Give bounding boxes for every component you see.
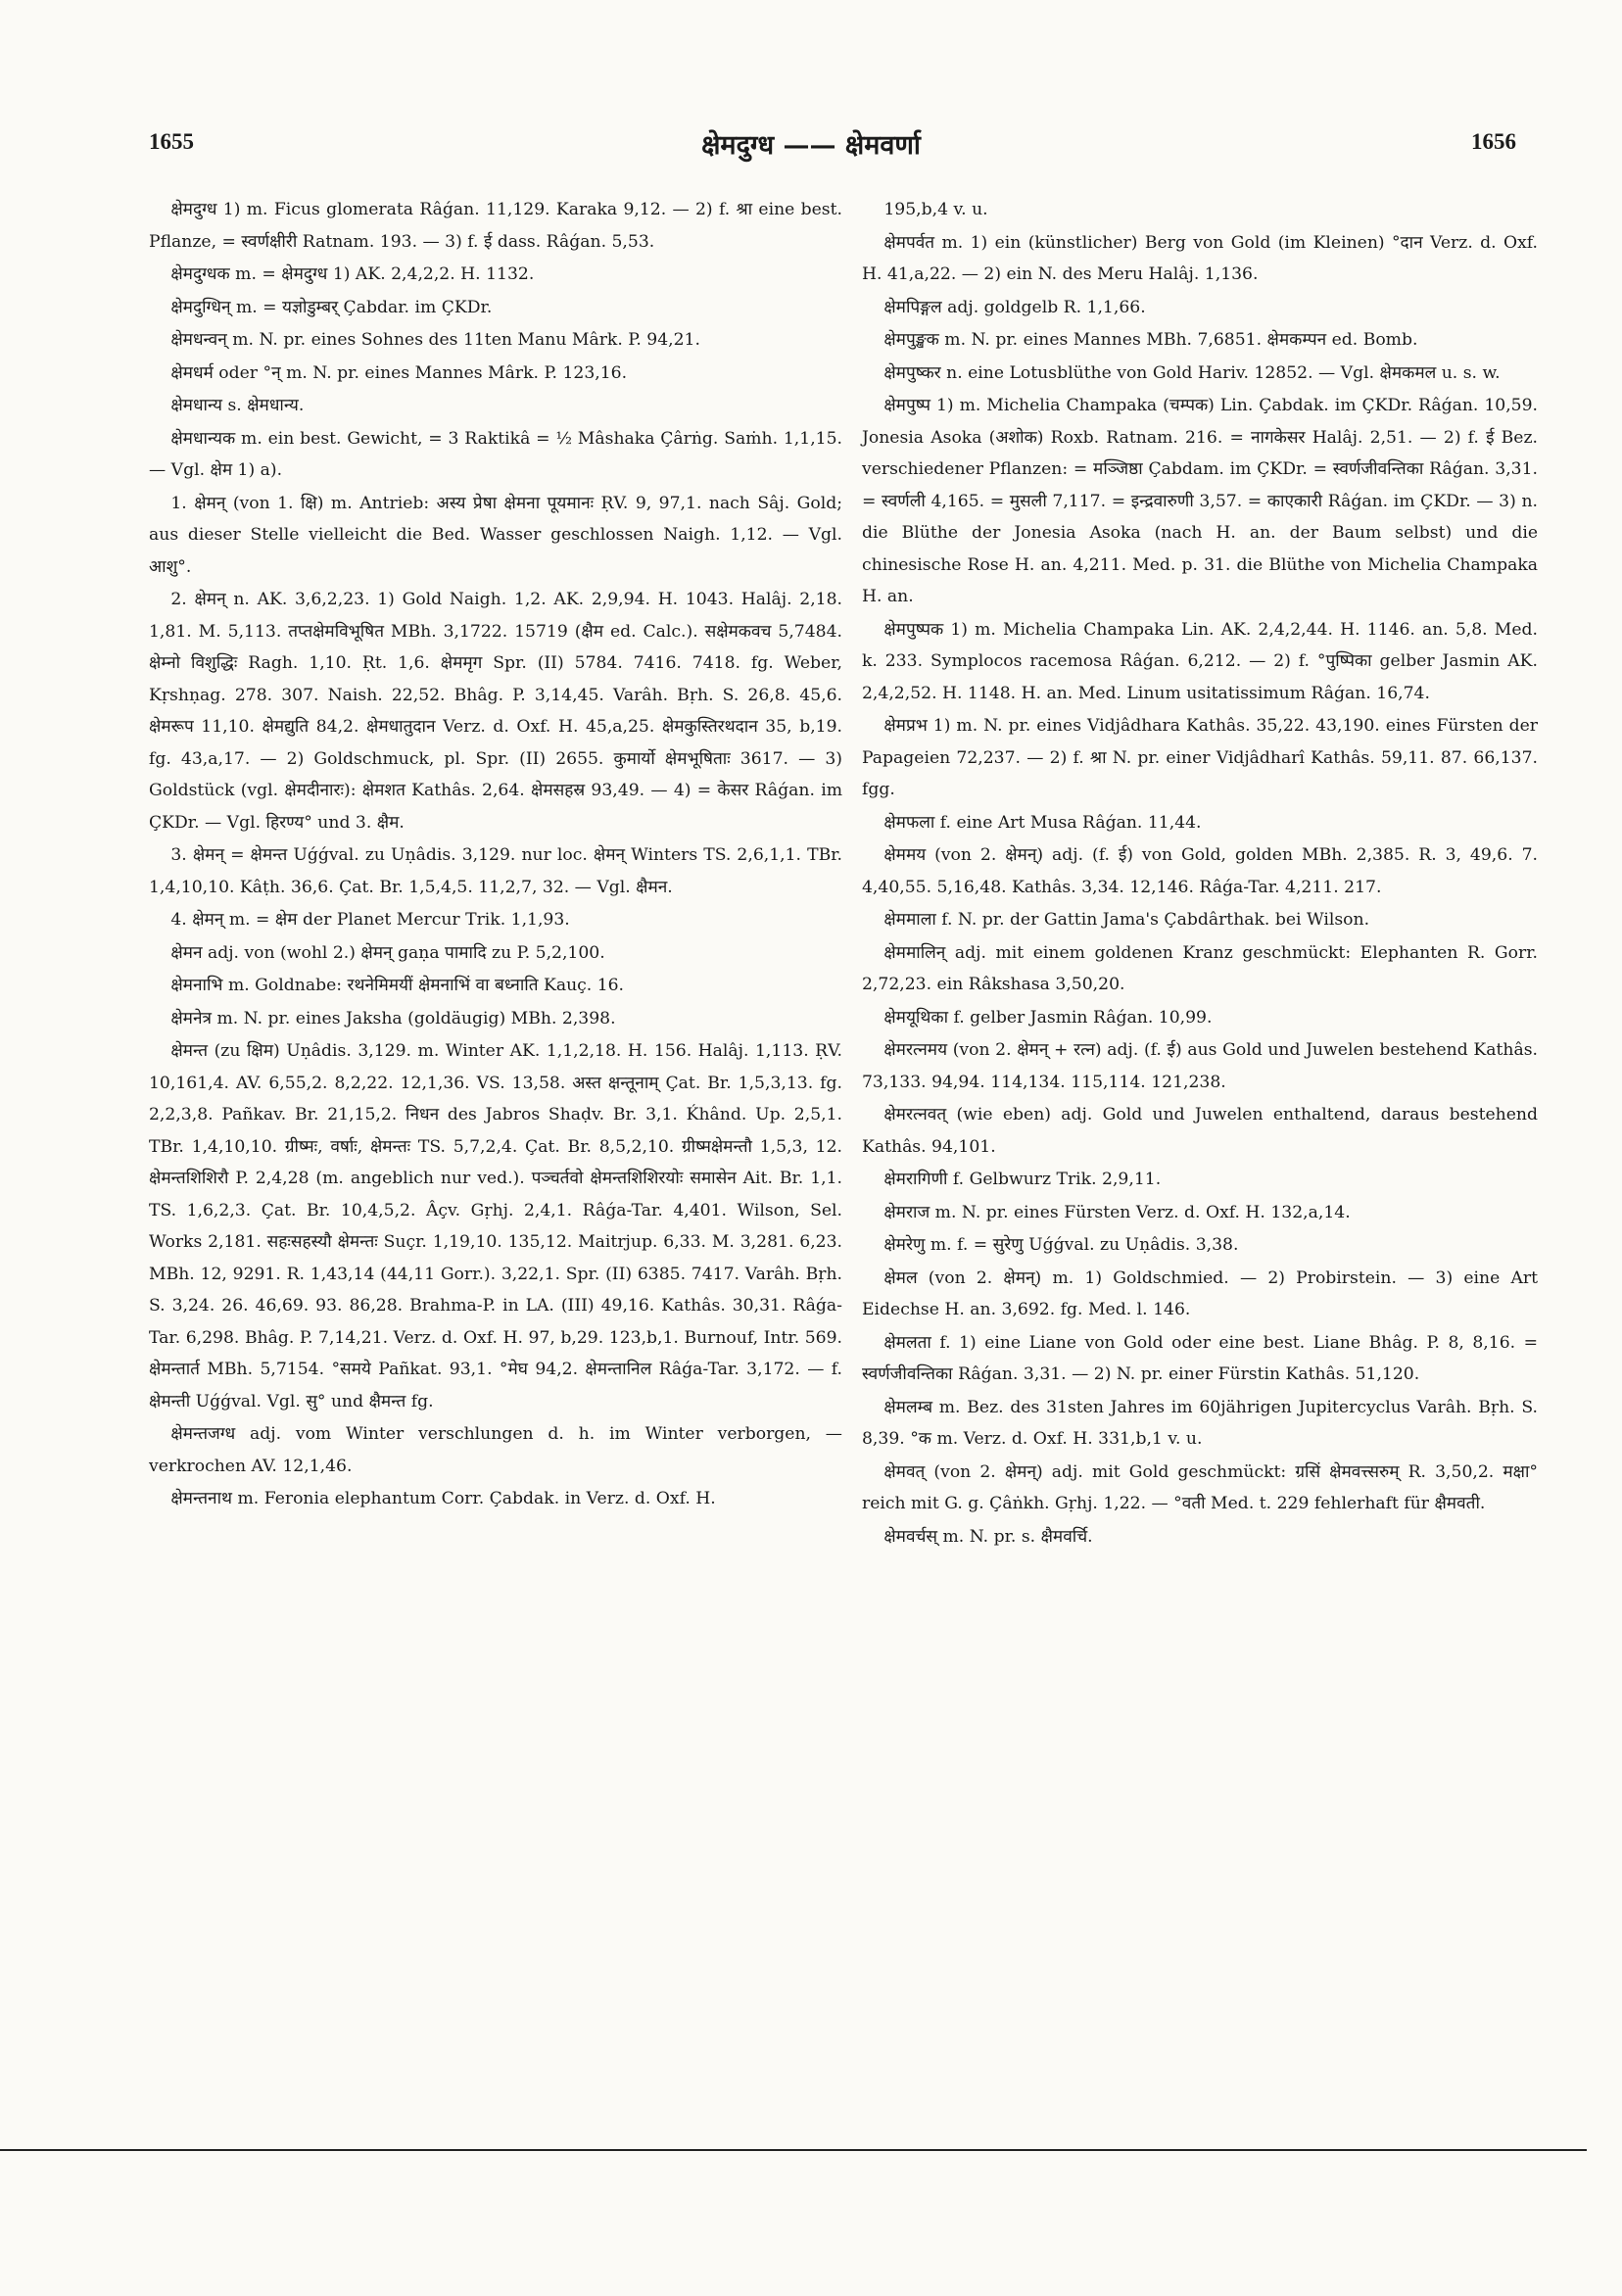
dictionary-entry: क्षेमवर्चस् m. N. pr. s. क्षैमवर्चि. xyxy=(883,1526,1093,1547)
left-column xyxy=(149,194,842,1516)
dictionary-entry: क्षेमधान्य s. क्षेमधान्य. xyxy=(170,396,305,415)
dictionary-entry: क्षेमलता f. 1) eine Liane von Gold oder eine best. Liane Bhâg. P. 8, 8,16. = स्वर्णजीवन्तिका Râǵan. 3,31. — 2) N. pr. einer Fürstin Kathâs. 51,120. xyxy=(862,1332,1538,1384)
dictionary-entry: 4. क्षेमन् m. = क्षेम der Planet Mercur Trik. 1,1,93. xyxy=(170,910,570,930)
dictionary-entry: 1. क्षेमन् (von 1. क्षि) m. Antrieb: अस्य प्रेषा क्षेमना पूयमानः ṚV. 9, 97,1. nach Sâj. Gold; aus dieser Stelle vielleicht die Bed. Wasser geschlossen Naigh. 1,12. — Vgl. आशु°. xyxy=(149,493,842,577)
dictionary-entry: क्षेमराज m. N. pr. eines Fürsten Verz. d. Oxf. H. 132,a,14. xyxy=(883,1202,1351,1222)
dictionary-entry: क्षेमपुष्प 1) m. Michelia Champaka (चम्पक) Lin. Çabdak. im ÇKDr. Râǵan. 10,59. Jonesia Asoka (अशोक) Roxb. Ratnam. 216. = नागकेसर Halâj. 2,51. — 2) f. ई Bez. verschiedener Pflanzen: = मञ्जिष्ठा Çabdam. im ÇKDr. = स्वर्णजीवन्तिका Râǵan. 3,31. = स्वर्णली 4,165. = मुसली 7,117. = इन्द्रवारुणी 3,57. = काएकारी Râǵan. im ÇKDr. — 3) n. die Blüthe der Jonesia Asoka (nach H. an. der Baum selbst) und die chinesische Rose H. an. 4,211. Med. p. 31. die Blüthe von Michelia Champaka H. an. xyxy=(862,396,1538,606)
dictionary-entry: क्षेमपुष्पक 1) m. Michelia Champaka Lin. AK. 2,4,2,44. H. 1146. an. 5,8. Med. k. 233. Symplocos racemosa Râǵan. 6,212. — 2) f. °पुष्पिका gelber Jasmin AK. 2,4,2,52. H. 1148. H. an. Med. Linum usitatissimum Râǵan. 16,74. xyxy=(862,619,1538,703)
running-head: क्षेमदुग्ध —— क्षेमवर्णा xyxy=(701,130,921,161)
dictionary-entry: क्षेमन adj. von (wohl 2.) क्षेमन् gaṇa पामादि zu P. 5,2,100. xyxy=(170,942,605,963)
page-number-left: 1655 xyxy=(149,129,194,154)
dictionary-entry: क्षेमवत् (von 2. क्षेमन्) adj. mit Gold geschmückt: ग्रसिं क्षेमवत्त्सरुम् R. 3,50,2. मक्षा° reich mit G. g. Çâṅkh. Gṛhj. 1,22. — °वती Med. t. 229 fehlerhaft für क्षैमवती. xyxy=(862,1461,1538,1513)
dictionary-entry: क्षेमदुग्ध 1) m. Ficus glomerata Râǵan. 11,129. Karaka 9,12. — 2) f. श्रा eine best. Pflanze, = स्वर्णक्षीरी Ratnam. 193. — 3) f. ई dass. Râǵan. 5,53. xyxy=(149,200,842,252)
dictionary-entry: क्षेममय (von 2. क्षेमन्) adj. (f. ई) von Gold, golden MBh. 2,385. R. 3, 49,6. 7. 4,40,55. 5,16,48. Kathâs. 3,34. 12,146. Râǵa-Tar. 4,211. 217. xyxy=(862,845,1538,897)
dictionary-entry: क्षेमनेत्र m. N. pr. eines Jaksha (goldäugig) MBh. 2,398. xyxy=(170,1008,616,1028)
dictionary-entry: 3. क्षेमन् = क्षेमन्त Uǵǵval. zu Uṇâdis. 3,129. nur loc. क्षेमन् Winters TS. 2,6,1,1. TBr. 1,4,10,10. Kâṭh. 36,6. Çat. Br. 1,5,4,5. 11,2,7, 32. — Vgl. क्षैमन. xyxy=(149,845,842,897)
page-number-right: 1656 xyxy=(1471,129,1516,154)
dictionary-entry: क्षेमन्तनाथ m. Feronia elephantum Corr. Çabdak. in Verz. d. Oxf. H. xyxy=(170,1489,716,1508)
dictionary-entry: क्षेमफला f. eine Art Musa Râǵan. 11,44. xyxy=(883,812,1202,833)
dictionary-entry: क्षेमन्त (zu क्षिम) Uṇâdis. 3,129. m. Winter AK. 1,1,2,18. H. 156. Halâj. 1,113. ṚV. 10,161,4. AV. 6,55,2. 8,2,22. 12,1,36. VS. 13,58. अस्त क्षन्तूनाम् Çat. Br. 1,5,3,13. fg. 2,2,3,8. Pañkav. Br. 21,15,2. निधन des Jabros Shaḍv. Br. 3,1. Ḱhând. Up. 2,5,1. TBr. 1,4,10,10. ग्रीष्मः, वर्षाः, क्षेमन्तः TS. 5,7,2,4. Çat. Br. 8,5,2,10. ग्रीष्मक्षेमन्तौ 1,5,3, 12. क्षेमन्तशिशिरौ P. 2,4,28 (m. angeblich nur ved.). पञ्चर्तवो क्षेमन्तशिशिरयोः समासेन Ait. Br. 1,1. TS. 1,6,2,3. Çat. Br. 10,4,5,2. Âçv. Gṛhj. 2,4,1. Râǵa-Tar. 4,401. Wilson, Sel. Works 2,181. सहःसहस्यौ क्षेमन्तः Suçr. 1,19,10. 135,12. Maitrjup. 6,33. M. 3,281. 6,23. MBh. 12, 9291. R. 1,43,14 (44,11 Gorr.). 3,22,1. Spr. (II) 6385. 7417. Varâh. Bṛh. S. 3,24. 26. 46,69. 93. 86,28. Brahma-P. in LA. (III) 49,16. Kathâs. 30,31. Râǵa-Tar. 6,298. Bhâg. P. 7,14,21. Verz. d. Oxf. H. 97, b,29. 123,b,1. Burnouf, Intr. 569. क्षेमन्तार्त MBh. 5,7154. °समये Pañkat. 93,1. °मेघ 94,2. क्षेमन्तानिल Râǵa-Tar. 3,172. — f. क्षेमन्ती Uǵǵval. Vgl. सु° und क्षैमन्त fg. xyxy=(149,1041,842,1411)
dictionary-entry: क्षेमलम्ब m. Bez. des 31sten Jahres im 60jährigen Jupitercyclus Varâh. Bṛh. S. 8,39. °क m. Verz. d. Oxf. H. 331,b,1 v. u. xyxy=(862,1397,1538,1449)
dictionary-entry: 2. क्षेमन् n. AK. 3,6,2,23. 1) Gold Naigh. 1,2. AK. 2,9,94. H. 1043. Halâj. 2,18. 1,81. M. 5,113. तप्तक्षेमविभूषित MBh. 3,1722. 15719 (क्षैम ed. Calc.). सक्षेमकवच 5,7484. क्षेम्नो विशुद्धिः Ragh. 1,10. Ṛt. 1,6. क्षेममृग Spr. (II) 5784. 7416. 7418. fg. Weber, Kṛshṇag. 278. 307. Naish. 22,52. Bhâg. P. 3,14,45. Varâh. Bṛh. S. 26,8. 45,6. क्षेमरूप 11,10. क्षेमद्युति 84,2. क्षेमधातुदान Verz. d. Oxf. H. 45,a,25. क्षेमकुस्तिरथदान 35, b,19. fg. 43,a,17. — 2) Goldschmuck, pl. Spr. (II) 2655. कुमार्यो क्षेमभूषिताः 3617. — 3) Goldstück (vgl. क्षेमदीनारः): क्षेमशत Kathâs. 2,64. क्षेमसहस्र 93,49. — 4) = केसर Râǵan. im ÇKDr. — Vgl. हिरण्य° und 3. क्षैम. xyxy=(149,590,842,833)
dictionary-entry: क्षेमधान्यक m. ein best. Gewicht, = 3 Raktikâ = ½ Mâshaka Çârṅg. Saṁh. 1,1,15. — Vgl. क्षेम 1) a). xyxy=(149,428,842,480)
dictionary-entry: क्षेमल (von 2. क्षेमन्) m. 1) Goldschmied. — 2) Probirstein. — 3) eine Art Eidechse H. an. 3,692. fg. Med. l. 146. xyxy=(862,1268,1538,1319)
dictionary-entry: क्षेमरत्नवत् (wie eben) adj. Gold und Juwelen enthaltend, daraus bestehend Kathâs. 94,101. xyxy=(862,1105,1538,1157)
dictionary-entry: 195,b,4 v. u. xyxy=(883,200,988,219)
dictionary-entry: क्षेमपुङ्खक m. N. pr. eines Mannes MBh. 7,6851. क्षेमकम्पन ed. Bomb. xyxy=(883,330,1418,350)
dictionary-entry: क्षेममालिन् adj. mit einem goldenen Kranz geschmückt: Elephanten R. Gorr. 2,72,23. ein Râkshasa 3,50,20. xyxy=(862,942,1538,994)
dictionary-entry: क्षेमरेणु m. f. = सुरेणु Uǵǵval. zu Uṇâdis. 3,38. xyxy=(883,1235,1239,1255)
dictionary-entry: क्षेमरत्नमय (von 2. क्षेमन् + रत्न) adj. (f. ई) aus Gold und Juwelen bestehend Kathâs. 73,133. 94,94. 114,134. 115,114. 121,238. xyxy=(862,1040,1538,1092)
right-column xyxy=(862,194,1538,1554)
dictionary-entry: क्षेमयूथिका f. gelber Jasmin Râǵan. 10,99. xyxy=(883,1007,1213,1028)
dictionary-entry: क्षेमधर्म oder °न् m. N. pr. eines Mannes Mârk. P. 123,16. xyxy=(170,362,628,383)
dictionary-entry: क्षेमरागिणी f. Gelbwurz Trik. 2,9,11. xyxy=(883,1170,1162,1189)
dictionary-entry: क्षेममाला f. N. pr. der Gattin Jama's Çabdârthak. bei Wilson. xyxy=(883,910,1370,930)
dictionary-entry: क्षेमन्तजग्ध adj. vom Winter verschlungen d. h. im Winter verborgen, — verkrochen AV. 12,1,46. xyxy=(149,1424,842,1476)
bottom-rule xyxy=(0,2149,1587,2151)
dictionary-entry: क्षेमनाभि m. Goldnabe: रथनेमिमयीं क्षेमनाभिं वा बध्नाति Kauç. 16. xyxy=(170,976,625,995)
dictionary-entry: क्षेमधन्वन् m. N. pr. eines Sohnes des 11ten Manu Mârk. P. 94,21. xyxy=(170,330,700,350)
dictionary-entry: क्षेमपिङ्गल adj. goldgelb R. 1,1,66. xyxy=(883,297,1146,317)
dictionary-entry: क्षेमपुष्कर n. eine Lotusblüthe von Gold Hariv. 12852. — Vgl. क्षेमकमल u. s. w. xyxy=(883,362,1501,383)
dictionary-entry: क्षेमदुग्धिन् m. = यज्ञोडुम्बर् Çabdar. im ÇKDr. xyxy=(170,297,493,317)
dictionary-entry: क्षेमदुग्धक m. = क्षेमदुग्ध 1) AK. 2,4,2,2. H. 1132. xyxy=(170,264,535,284)
dictionary-entry: क्षेमप्रभ 1) m. N. pr. eines Vidjâdhara Kathâs. 35,22. 43,190. eines Fürsten der Papageien 72,237. — 2) f. श्रा N. pr. einer Vidjâdharî Kathâs. 59,11. 87. 66,137. fgg. xyxy=(862,716,1538,799)
dictionary-entry: क्षेमपर्वत m. 1) ein (künstlicher) Berg von Gold (im Kleinen) °दान Verz. d. Oxf. H. 41,a,22. — 2) ein N. des Meru Halâj. 1,136. xyxy=(862,232,1538,284)
